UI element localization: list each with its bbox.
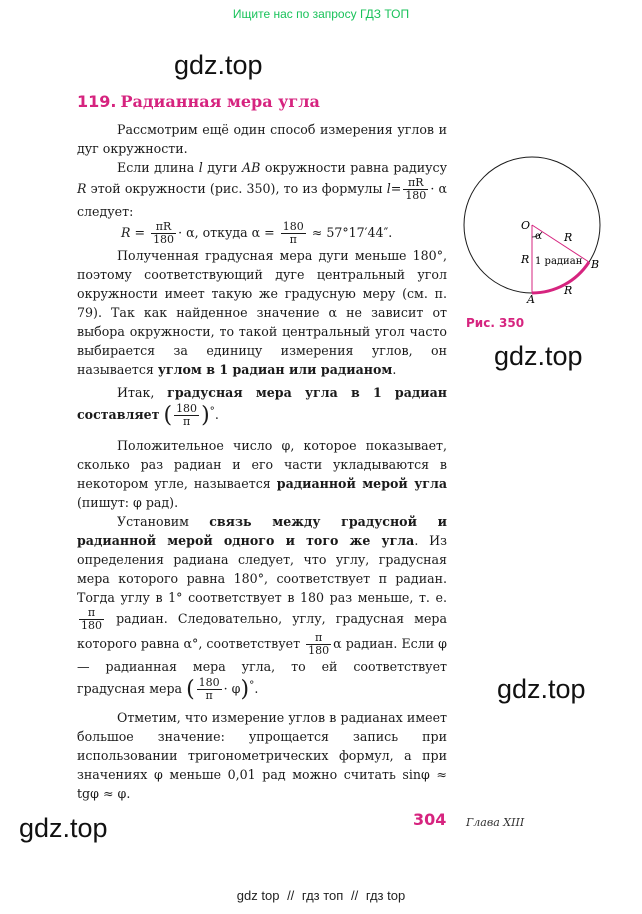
section-title: Радианная мера угла [120, 92, 320, 111]
label-r-top: R [564, 231, 573, 244]
label-radian: 1 радиан [535, 256, 583, 267]
footer-link[interactable]: gdz top [236, 888, 280, 903]
figure-350 [462, 155, 632, 315]
label-r-left: R [521, 253, 530, 266]
footer-link[interactable]: гдз top [365, 888, 406, 903]
label-alpha: α [535, 231, 542, 242]
text-body [77, 120, 447, 803]
page-number: 304 [413, 810, 447, 829]
paragraph: Установим связь между градусной и радианной мерой одного и того же угла. Из определения радиана следует, что углу, градусная мера которого равна 180°, соответствует π радиан. Тогда углу в 1° соответствует в 180 раз меньше, т. е. $\frac{\pi}{180}$ радиан. Следовательно, углу, градусная мера которого равна α°, соответствует $\frac{\pi}{180}$ α радиан. Если φ — радианная мера угла, то ей соответствует градусная мера ( $\frac{180}{\pi}$ · φ)°. [77, 514, 447, 703]
chapter-label: Глава XIII [466, 816, 525, 829]
watermark: gdz.top [497, 674, 586, 704]
watermark: gdz.top [19, 813, 108, 843]
footer-separator: // [287, 888, 295, 903]
search-banner[interactable]: Ищите нас по запросу ГДЗ ТОП [232, 7, 410, 21]
label-r-arc: R [564, 284, 573, 297]
watermark: gdz.top [174, 50, 263, 80]
paragraph: Полученная градусная мера дуги меньше 180°, поэтому соответствующий дуге центральный угол окружности имеет такую же градусную меру (см. п. 79). Так как найденное значение α не зависит от выбора окружности, то такой центральный угол часто выбирается за единицу измерения углов, он называется углом в 1 радиан или радианом. [77, 248, 447, 377]
paragraph: Рассмотрим ещё один способ измерения углов и дуг окружности. [77, 122, 447, 156]
paragraph: Итак, градусная мера угла в 1 радиан составляет ( $\frac{180}{\pi}$ )°. [77, 385, 447, 429]
paragraph: Положительное число φ, которое показывает, сколько раз радиан и его части укладываются в некотором угле, называется радианной мерой угла (пишут: φ рад). [77, 438, 448, 511]
section-heading [77, 92, 320, 111]
figure-caption: Рис. 350 [466, 316, 525, 330]
paragraph: Отметим, что измерение углов в радианах имеет большое значение: упрощается запись при использовании тригонометрических формул, а при значениях φ меньше 0,01 рад можно считать sinφ ≈ tgφ ≈ φ. [77, 710, 447, 802]
fraction: $\frac{\pi R}{180}$ [405, 176, 427, 202]
footer-links [0, 888, 642, 903]
footer-separator: // [350, 888, 359, 903]
watermark: gdz.top [494, 341, 583, 371]
footer-link[interactable]: гдз топ [301, 888, 344, 903]
label-a: A [527, 293, 535, 306]
label-o: O [521, 219, 531, 232]
section-number: 119. [77, 92, 117, 111]
label-b: B [591, 258, 600, 271]
formula: R = $\frac{\pi R}{180}$ · α, откуда α = $\frac{180}{\pi}$ ≈ 57°17′44″. [121, 220, 393, 246]
paragraph: Если длина l дуги AB окружности равна радиусу R этой окружности (рис. 350), то из формулы l= $\frac{\pi R}{180}$ · α следует: [77, 160, 447, 219]
